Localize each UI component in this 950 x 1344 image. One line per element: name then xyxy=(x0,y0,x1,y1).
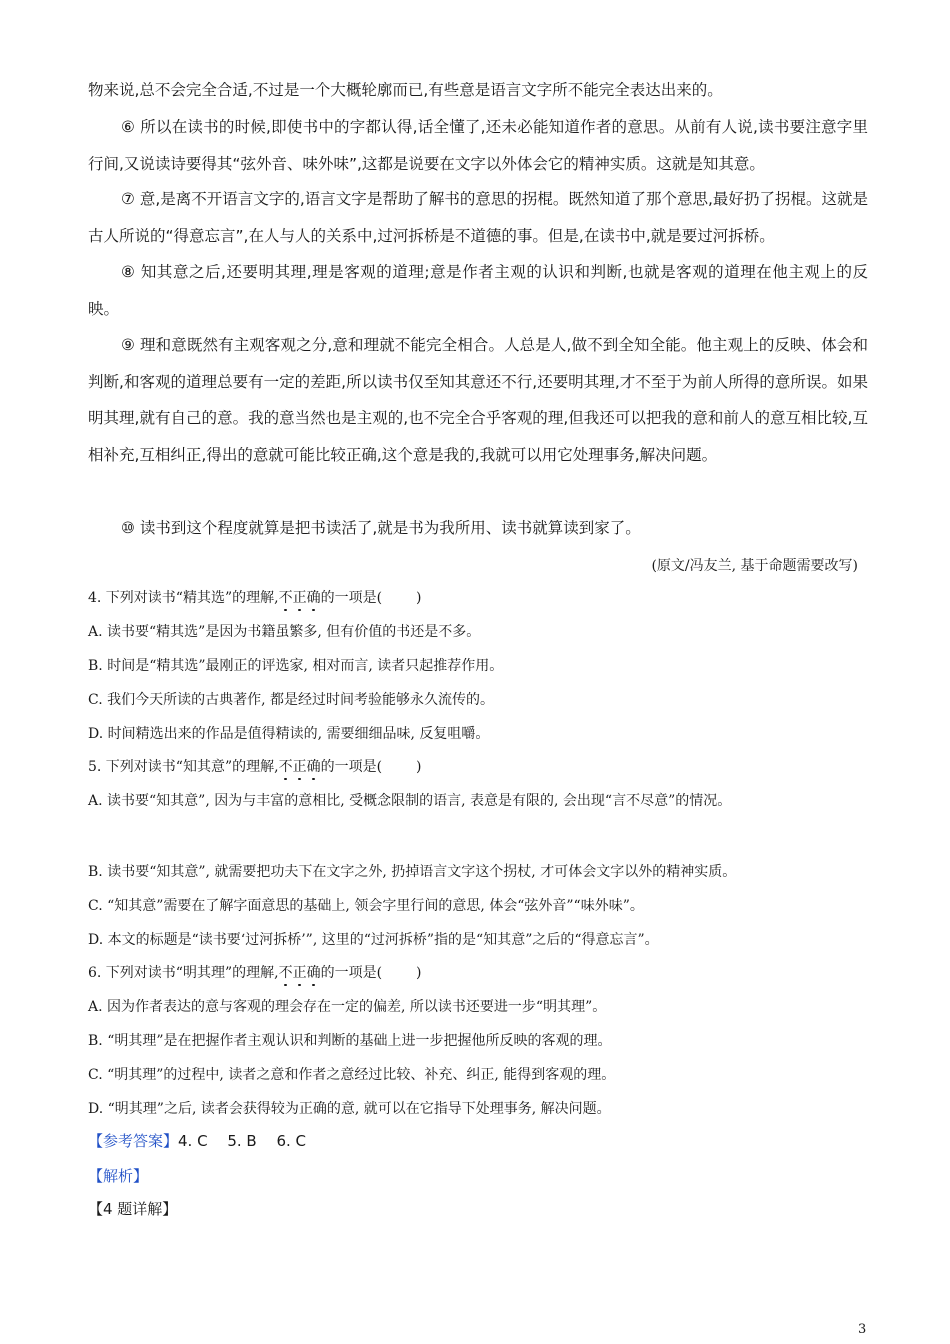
question-6-option-d: D. “明其理”之后, 读者会获得较为正确的意, 就可以在它指导下处理事务, 解决问题。 xyxy=(88,1101,611,1117)
question-6-option-a: A. 因为作者表达的意与客观的理会存在一定的偏差, 所以读书还要进一步“明其理”。 xyxy=(88,999,607,1015)
question-4-stem: 4. 下列对读书“精其选”的理解,不正确的一项是( ) xyxy=(88,590,422,606)
question-6-option-b: B. “明其理”是在把握作者主观认识和判断的基础上进一步把握他所反映的客观的理。 xyxy=(88,1033,612,1049)
question-4-option-c: C. 我们今天所读的古典著作, 都是经过时间考验能够永久流传的。 xyxy=(88,692,495,708)
question-5-stem: 5. 下列对读书“知其意”的理解,不正确的一项是( ) xyxy=(88,759,422,775)
answer-label: 【参考答案】 xyxy=(88,1132,179,1150)
page-number: 3 xyxy=(858,1322,867,1337)
question-5-option-b: B. 读书要“知其意”, 就需要把功夫下在文字之外, 扔掉语言文字这个拐杖, 才可体会文字以外的精神实质。 xyxy=(88,864,737,880)
question-4-option-d: D. 时间精选出来的作品是值得精读的, 需要细细品味, 反复咀嚼。 xyxy=(88,726,490,742)
passage-paragraph-9: ⑨ 理和意既然有主观客观之分,意和理就不能完全相合。人总是人,做不到全知全能。他主观上的反映、体会和判断,和客观的道理总要有一定的差距,所以读书仅至知其意还不行,还要明其理,才不至于为前人所得的意所误。如果明其理,就有自己的意。我的意当然也是主观的,也不完全合乎客观的理,但我还可以把我的意和前人的意互相比较,互相补充,互相纠正,得出的意就可能比较正确,这个意是我的,我就可以用它处理事务,解决问题。 xyxy=(88,336,868,464)
passage-paragraph-6: ⑥ 所以在读书的时候,即使书中的字都认得,话全懂了,还未必能知道作者的意思。从前有人说,读书要注意字里行间,又说读诗要得其“弦外音、味外味”,这都是说要在文字以外体会它的精神实质。这就是知其意。 xyxy=(88,118,868,173)
passage-paragraph-8: ⑧ 知其意之后,还要明其理,理是客观的道理;意是作者主观的认识和判断,也就是客观的道理在他主观上的反映。 xyxy=(88,263,868,318)
question-5-option-c: C. “知其意”需要在了解字面意思的基础上, 领会字里行间的意思, 体会“弦外音”“味外味”。 xyxy=(88,898,644,914)
question-5-option-a: A. 读书要“知其意”, 因为与丰富的意相比, 受概念限制的语言, 表意是有限的, 会出现“言不尽意”的情况。 xyxy=(88,793,732,809)
answer-line xyxy=(88,1131,306,1151)
passage-paragraph-7: ⑦ 意,是离不开语言文字的,语言文字是帮助了解书的意思的拐棍。既然知道了那个意思,最好扔了拐棍。这就是古人所说的“得意忘言”,在人与人的关系中,过河拆桥是不道德的事。但是,在读书中,就是要过河拆桥。 xyxy=(88,190,868,245)
question-4-option-b: B. 时间是“精其选”最刚正的评选家, 相对而言, 读者只起推荐作用。 xyxy=(88,658,504,674)
question-5-option-d: D. 本文的标题是“读书要‘过河拆桥’”, 这里的“过河拆桥”指的是“知其意”之后的“得意忘言”。 xyxy=(88,932,659,948)
passage-paragraph-5-end: 物来说,总不会完全合适,不过是一个大概轮廓而已,有些意是语言文字所不能完全表达出来的。 xyxy=(88,81,723,99)
answer-values: 4. C 5. B 6. C xyxy=(178,1132,307,1150)
detail-4-label: 【4 题详解】 xyxy=(88,1200,178,1218)
source-attribution: (原文/冯友兰, 基于命题需要改写) xyxy=(651,558,858,574)
question-6-stem: 6. 下列对读书“明其理”的理解,不正确的一项是( ) xyxy=(88,965,422,981)
analysis-label: 【解析】 xyxy=(88,1167,149,1185)
passage-paragraph-10: ⑩ 读书到这个程度就算是把书读活了,就是书为我所用、读书就算读到家了。 xyxy=(121,519,641,537)
question-6-option-c: C. “明其理”的过程中, 读者之意和作者之意经过比较、补充、纠正, 能得到客观的理。 xyxy=(88,1067,616,1083)
question-4-option-a: A. 读书要“精其选”是因为书籍虽繁多, 但有价值的书还是不多。 xyxy=(88,624,481,640)
